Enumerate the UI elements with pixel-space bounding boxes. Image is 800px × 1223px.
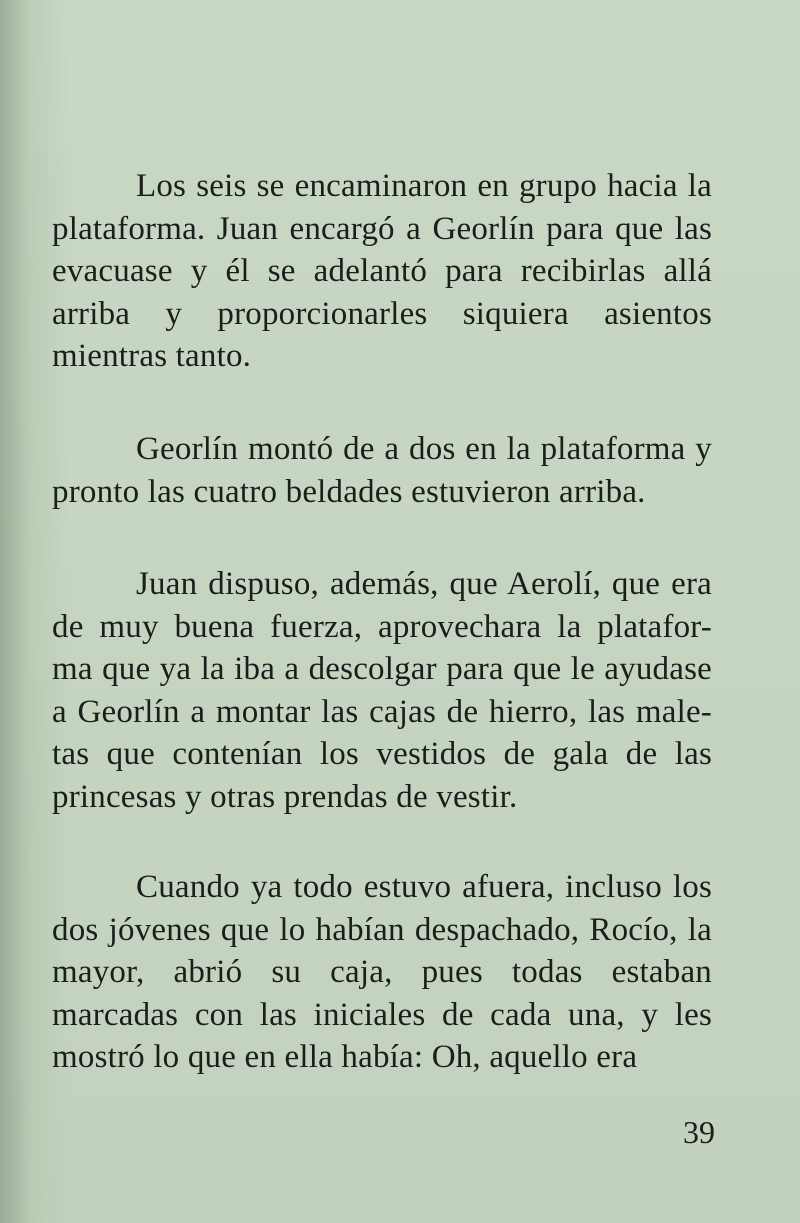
paragraph-4 <box>52 866 712 1079</box>
page-number: 39 <box>683 1114 715 1150</box>
paragraph-1 <box>52 165 712 378</box>
paragraph-text: Juan dispuso, además, que Aerolí, que era de muy buena fuerza, aprovechara la platafor- ma que ya la iba a descolgar para que le ayudase a Georlín a montar las cajas de hierro, las male- tas que contenían los vestidos de gala de las princesas y otras prendas de vestir. <box>52 566 712 815</box>
paragraph-text: Los seis se encaminaron en grupo hacia la plataforma. Juan encargó a Georlín para que las evacuase y él se adelantó para recibirlas allá arriba y proporcionarles siquiera asientos mientras tanto. <box>52 168 712 374</box>
paragraph-2 <box>52 428 712 513</box>
paragraph-text: Georlín montó de a dos en la plataforma y pronto las cuatro beldades estuvieron arriba. <box>52 431 712 510</box>
paragraph-text: Cuando ya todo estuvo afuera, incluso los dos jóvenes que lo habían despachado, Rocío, la mayor, abrió su caja, pues todas estaban marcadas con las iniciales de cada una, y les mostró lo que en ella había: Oh, aquello era <box>52 869 712 1075</box>
paragraph-3 <box>52 563 712 818</box>
